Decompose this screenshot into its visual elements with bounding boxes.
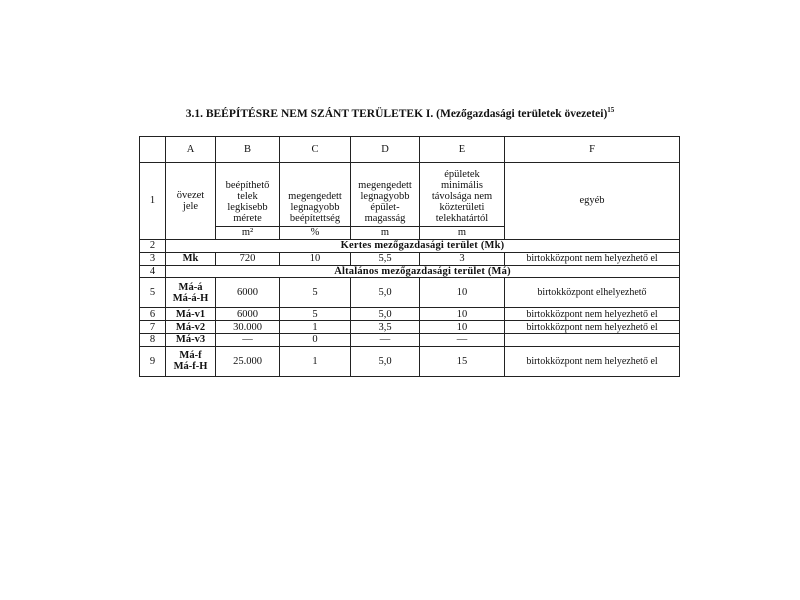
header-max-building-height: megengedett legnagyobb épület-magasság [351, 162, 420, 226]
col-letter-c: C [280, 137, 351, 163]
zone-id [166, 346, 216, 376]
other-note: birtokközpont nem helyezhető el [505, 346, 680, 376]
column-letters-row [140, 137, 680, 163]
header-min-plot-size: beépíthető telek legkisebb mérete [216, 162, 280, 226]
header-max-coverage: megengedett legnagyobb beépítettség [280, 162, 351, 226]
zone-id [166, 278, 216, 308]
table-row [140, 308, 680, 321]
max-coverage: 5 [280, 278, 351, 308]
table-row [140, 278, 680, 308]
max-height: 5,0 [351, 346, 420, 376]
section-row [140, 265, 680, 278]
max-height: — [351, 334, 420, 347]
zone-id: Má-v2 [166, 321, 216, 334]
col-letter-d: D [351, 137, 420, 163]
zone-id: Má-v1 [166, 308, 216, 321]
max-height: 5,5 [351, 252, 420, 265]
row-number: 7 [140, 321, 166, 334]
min-distance: 10 [420, 321, 505, 334]
min-plot-size: 6000 [216, 308, 280, 321]
footnote-ref: 15 [607, 106, 615, 115]
max-coverage: 1 [280, 321, 351, 334]
unit-plot-size: m² [216, 226, 280, 239]
unit-coverage: % [280, 226, 351, 239]
max-coverage: 10 [280, 252, 351, 265]
corner-cell [140, 137, 166, 163]
min-plot-size: 25.000 [216, 346, 280, 376]
other-note: birtokközpont nem helyezhető el [505, 308, 680, 321]
max-coverage: 5 [280, 308, 351, 321]
header-other: egyéb [505, 162, 680, 239]
row-number: 3 [140, 252, 166, 265]
unit-distance: m [420, 226, 505, 239]
min-distance: 3 [420, 252, 505, 265]
row-number: 6 [140, 308, 166, 321]
zoning-table [139, 136, 680, 377]
table-row [140, 321, 680, 334]
zone-id: Mk [166, 252, 216, 265]
min-distance: 10 [420, 278, 505, 308]
max-height: 5,0 [351, 308, 420, 321]
unit-height: m [351, 226, 420, 239]
max-height: 3,5 [351, 321, 420, 334]
max-height: 5,0 [351, 278, 420, 308]
min-plot-size: 30.000 [216, 321, 280, 334]
max-coverage: 0 [280, 334, 351, 347]
row-number: 5 [140, 278, 166, 308]
header-row [140, 162, 680, 226]
zone-id: Má-v3 [166, 334, 216, 347]
min-distance: — [420, 334, 505, 347]
max-coverage: 1 [280, 346, 351, 376]
zone-id-line: Má-á Má-á-H [172, 281, 209, 304]
header-min-distance: épületek minimális távolsága nem közterületi telekhatártól [420, 162, 505, 226]
min-plot-size: 720 [216, 252, 280, 265]
min-distance: 10 [420, 308, 505, 321]
section-title: Kertes mezőgazdasági terület (Mk) [166, 239, 680, 252]
min-distance: 15 [420, 346, 505, 376]
row-number: 9 [140, 346, 166, 376]
col-letter-f: F [505, 137, 680, 163]
other-note [505, 334, 680, 347]
other-note: birtokközpont nem helyezhető el [505, 252, 680, 265]
other-note: birtokközpont nem helyezhető el [505, 321, 680, 334]
min-plot-size: — [216, 334, 280, 347]
row-number: 2 [140, 239, 166, 252]
table-row [140, 334, 680, 347]
row-number: 1 [140, 162, 166, 239]
page-title [0, 108, 800, 120]
other-note: birtokközpont elhelyezhető [505, 278, 680, 308]
table-row [140, 346, 680, 376]
col-letter-a: A [166, 137, 216, 163]
section-title: Általános mezőgazdasági terület (Má) [166, 265, 680, 278]
col-letter-b: B [216, 137, 280, 163]
title-text: 3.1. BEÉPÍTÉSRE NEM SZÁNT TERÜLETEK I. (Mezőgazdasági területek övezetei) [185, 108, 608, 120]
min-plot-size: 6000 [216, 278, 280, 308]
section-row [140, 239, 680, 252]
col-letter-e: E [420, 137, 505, 163]
table-row [140, 252, 680, 265]
header-zone-id: övezet jele [166, 162, 216, 239]
zone-id-line: Má-f Má-f-H [173, 350, 208, 373]
row-number: 8 [140, 334, 166, 347]
row-number: 4 [140, 265, 166, 278]
